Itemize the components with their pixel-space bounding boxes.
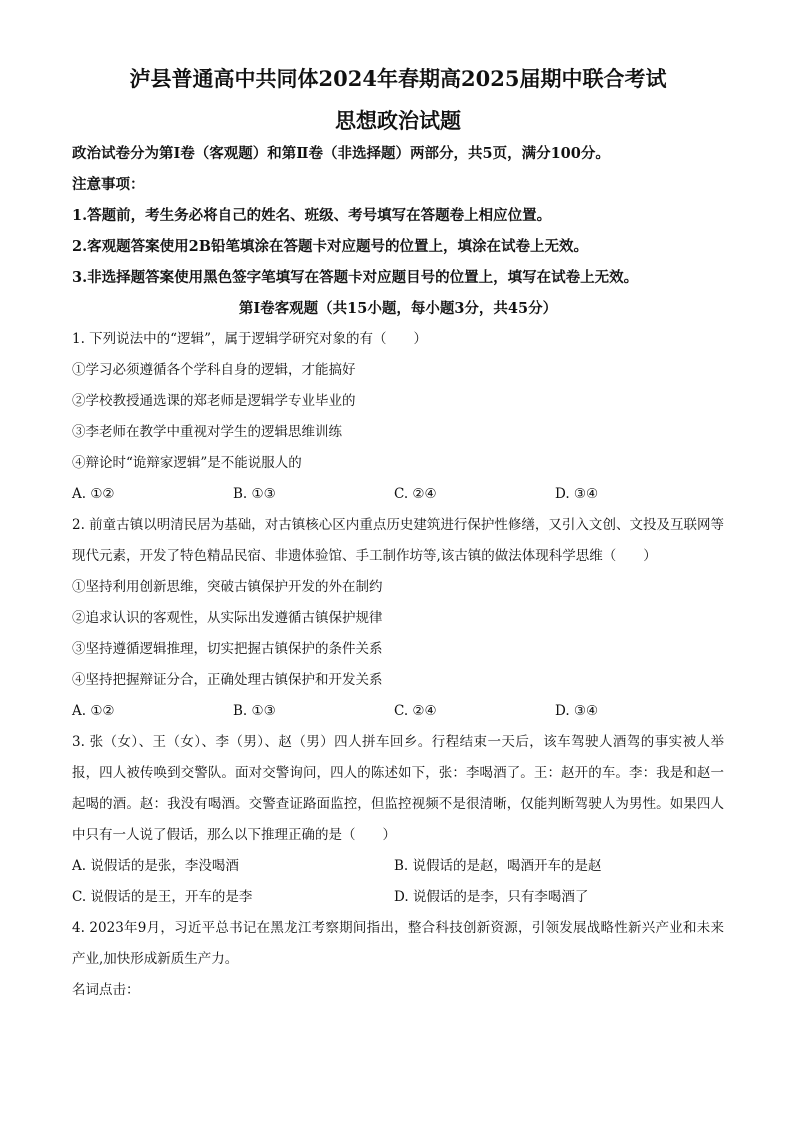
option-a: A. 说假话的是张，李没喝酒 — [72, 858, 239, 874]
option-c: C. ②④ — [394, 703, 437, 719]
question-1 — [72, 324, 724, 510]
option-a: A. ①② — [72, 703, 115, 719]
question-4 — [72, 913, 724, 1006]
question-stem: 1. 下列说法中的“逻辑”，属于逻辑学研究对象的有（ ） — [72, 331, 427, 347]
question-stem: 3. 张（女）、王（女）、李（男）、赵（男）四人拼车回乡。行程结束一天后，该车驾驶人酒驾的事实被人举报，四人被传唤到交警队。面对交警询问，四人的陈述如下，张：李喝酒了。王：赵开的车。李：我是和赵一起喝的酒。赵：我没有喝酒。交警查证路面监控，但监控视频不是很清晰，仅能判断驾驶人为男性。如果四人中只有一人说了假话，那么以下推理正确的是（ ） — [72, 734, 724, 843]
question-3 — [72, 727, 724, 913]
answer-options — [72, 479, 724, 510]
paper-composition: 政治试卷分为第Ⅰ卷（客观题）和第Ⅱ卷（非选择题）两部分，共5页，满分100分。 — [72, 145, 610, 162]
option-b: B. ①③ — [233, 703, 276, 719]
answer-options — [72, 851, 724, 882]
option-d: D. ③④ — [555, 703, 599, 719]
statement-item: ③坚持遵循逻辑推理，切实把握古镇保护的条件关系 — [72, 641, 383, 657]
statement-item: ④坚持把握辩证分合，正确处理古镇保护和开发关系 — [72, 672, 383, 688]
option-a: A. ①② — [72, 486, 115, 502]
option-d: D. ③④ — [555, 486, 599, 502]
statement-item: ②追求认识的客观性，从实际出发遵循古镇保护规律 — [72, 610, 383, 626]
notice-item: 2.客观题答案使用2B铅笔填涂在答题卡对应题号的位置上，填涂在试卷上无效。 — [72, 238, 588, 255]
statement-item: ②学校教授通选课的郑老师是逻辑学专业毕业的 — [72, 393, 356, 409]
statement-item: ③李老师在教学中重视对学生的逻辑思维训练 — [72, 424, 342, 440]
notice-item: 1.答题前，考生务必将自己的姓名、班级、考号填写在答题卷上相应位置。 — [72, 207, 552, 224]
notice-item: 3.非选择题答案使用黑色签字笔填写在答题卡对应题目号的位置上，填写在试卷上无效。 — [72, 269, 639, 286]
exam-title: 泸县普通高中共同体2024年春期高2025届期中联合考试 — [129, 66, 667, 91]
question-stem: 2. 前童古镇以明清民居为基础，对古镇核心区内重点历史建筑进行保护性修缮，又引入文创、文投及互联网等现代元素，开发了特色精品民宿、非遗体验馆、手工制作坊等,该古镇的做法体现科学思维（ ） — [72, 517, 724, 564]
option-c: C. ②④ — [394, 486, 437, 502]
statement-item: ①坚持利用创新思维，突破古镇保护开发的外在制约 — [72, 579, 383, 595]
question-2 — [72, 510, 724, 727]
notice-title: 注意事项： — [72, 176, 145, 193]
answer-options — [72, 696, 724, 727]
statement-item: ④辩论时“诡辩家逻辑”是不能说服人的 — [72, 455, 302, 471]
answer-options — [72, 882, 724, 913]
option-c: C. 说假话的是王，开车的是李 — [72, 889, 253, 905]
option-d: D. 说假话的是李，只有李喝酒了 — [394, 889, 589, 905]
question-stem: 4. 2023年9月，习近平总书记在黑龙江考察期间指出，整合科技创新资源，引领发展战略性新兴产业和未来产业,加快形成新质生产力。 — [72, 920, 724, 967]
option-b: B. ①③ — [233, 486, 276, 502]
exam-subtitle: 思想政治试题 — [335, 108, 461, 133]
term-note-label: 名词点击： — [72, 982, 140, 998]
exam-page — [72, 64, 724, 1006]
section-heading: 第Ⅰ卷客观题（共15小题，每小题3分，共45分） — [238, 300, 558, 317]
statement-item: ①学习必须遵循各个学科自身的逻辑，才能搞好 — [72, 362, 356, 378]
option-b: B. 说假话的是赵，喝酒开车的是赵 — [394, 858, 602, 874]
